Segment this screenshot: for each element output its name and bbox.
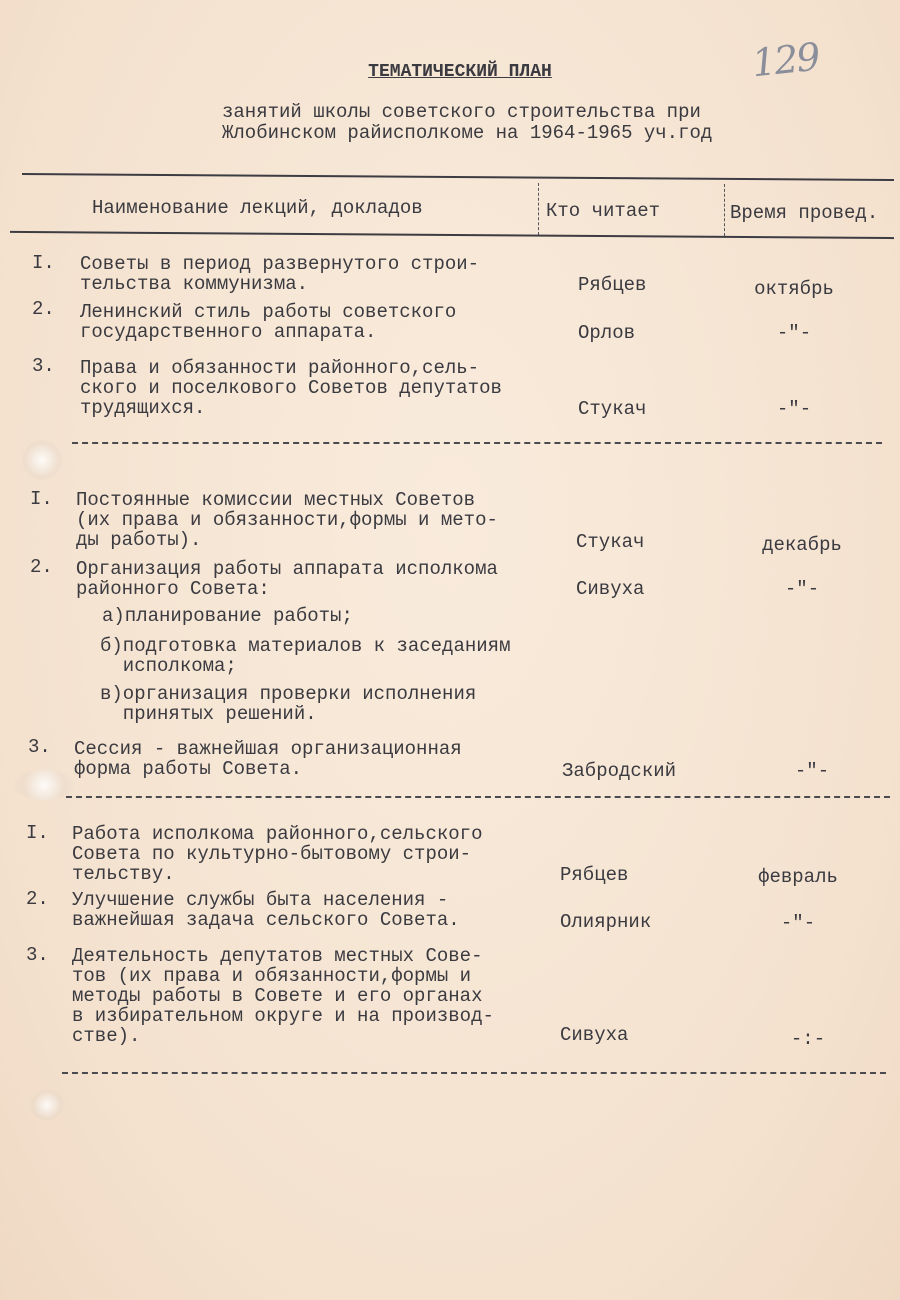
lecturer-name: Орлов	[578, 322, 636, 344]
lecturer-name: Сивуха	[576, 578, 645, 600]
lecturer-name: Рябцев	[560, 864, 629, 886]
lecture-time: декабрь	[762, 534, 842, 556]
section-separator	[62, 1072, 886, 1074]
lecture-topic: Ленинский стиль работы советского государственного аппарата.	[80, 301, 457, 343]
lecture-topic: Деятельность депутатов местных Сове- тов (их права и обязанности,формы и методы работы в Совете и его органах в избирательном округе и на производ- стве).	[72, 945, 494, 1047]
lecture-subitem: б)подготовка материалов к заседаниям исполкома;	[100, 635, 511, 677]
lecture-time: октябрь	[754, 278, 834, 300]
lecturer-name: Рябцев	[578, 274, 647, 296]
lecture-time: -"-	[780, 912, 816, 934]
lecture-time: -"-	[784, 578, 820, 600]
lecture-topic: Работа исполкома районного,сельского Совета по культурно-бытовому строи- тельству.	[72, 823, 483, 885]
paper-stain	[30, 1090, 64, 1120]
table-header-rule	[10, 231, 894, 239]
paper-stain	[22, 440, 62, 480]
item-number: 3.	[26, 944, 49, 966]
lecturer-name: Сивуха	[560, 1024, 629, 1046]
section-separator	[66, 796, 890, 798]
section-separator	[72, 442, 882, 444]
lecturer-name: Стукач	[578, 398, 647, 420]
item-number: I.	[30, 488, 53, 510]
item-number: 3.	[32, 355, 55, 377]
table-top-rule	[22, 173, 894, 181]
lecture-topic: Постоянные комиссии местных Советов (их права и обязанности,формы и мето- ды работы).	[76, 489, 498, 551]
lecturer-name: Стукач	[576, 531, 645, 553]
item-number: 2.	[30, 556, 53, 578]
lecture-topic: Организация работы аппарата исполкома районного Совета:	[76, 558, 498, 600]
item-number: 2.	[26, 888, 49, 910]
header-topic: Наименование лекций, докладов	[92, 197, 423, 219]
lecturer-name: Олиярник	[560, 911, 652, 933]
header-divider	[724, 184, 725, 236]
header-divider	[538, 183, 539, 235]
lecture-subitem: а)планирование работы;	[102, 605, 353, 627]
lecture-time: -:-	[790, 1028, 826, 1050]
header-time: Время провед.	[730, 202, 879, 224]
lecture-topic: Советы в период развернутого строи- тельства коммунизма.	[80, 253, 480, 295]
document-subtitle: занятий школы советского строительства при Жлобинском райисполкоме на 1964-1965 уч.год	[222, 101, 713, 144]
lecture-time: -"-	[794, 760, 830, 782]
lecturer-name: Забродский	[562, 760, 677, 782]
item-number: 3.	[28, 736, 51, 758]
lecture-topic: Сессия - важнейшая организационная форма работы Совета.	[74, 738, 462, 780]
item-number: I.	[32, 252, 55, 274]
archive-page-number: 129	[749, 34, 821, 86]
header-lecturer: Кто читает	[546, 200, 661, 222]
item-number: 2.	[32, 298, 55, 320]
lecture-time: февраль	[758, 866, 838, 888]
lecture-topic: Улучшение службы быта населения - важнейшая задача сельского Совета.	[72, 889, 460, 931]
paper-stain	[14, 770, 74, 800]
lecture-topic: Права и обязанности районного,сель- ского и поселкового Советов депутатов трудящихся.	[80, 357, 502, 419]
lecture-subitem: в)организация проверки исполнения принятых решений.	[100, 683, 477, 725]
lecture-time: -"-	[776, 322, 812, 344]
lecture-time: -"-	[776, 398, 812, 420]
item-number: I.	[26, 822, 49, 844]
document-title: ТЕМАТИЧЕСКИЙ ПЛАН	[368, 62, 552, 82]
